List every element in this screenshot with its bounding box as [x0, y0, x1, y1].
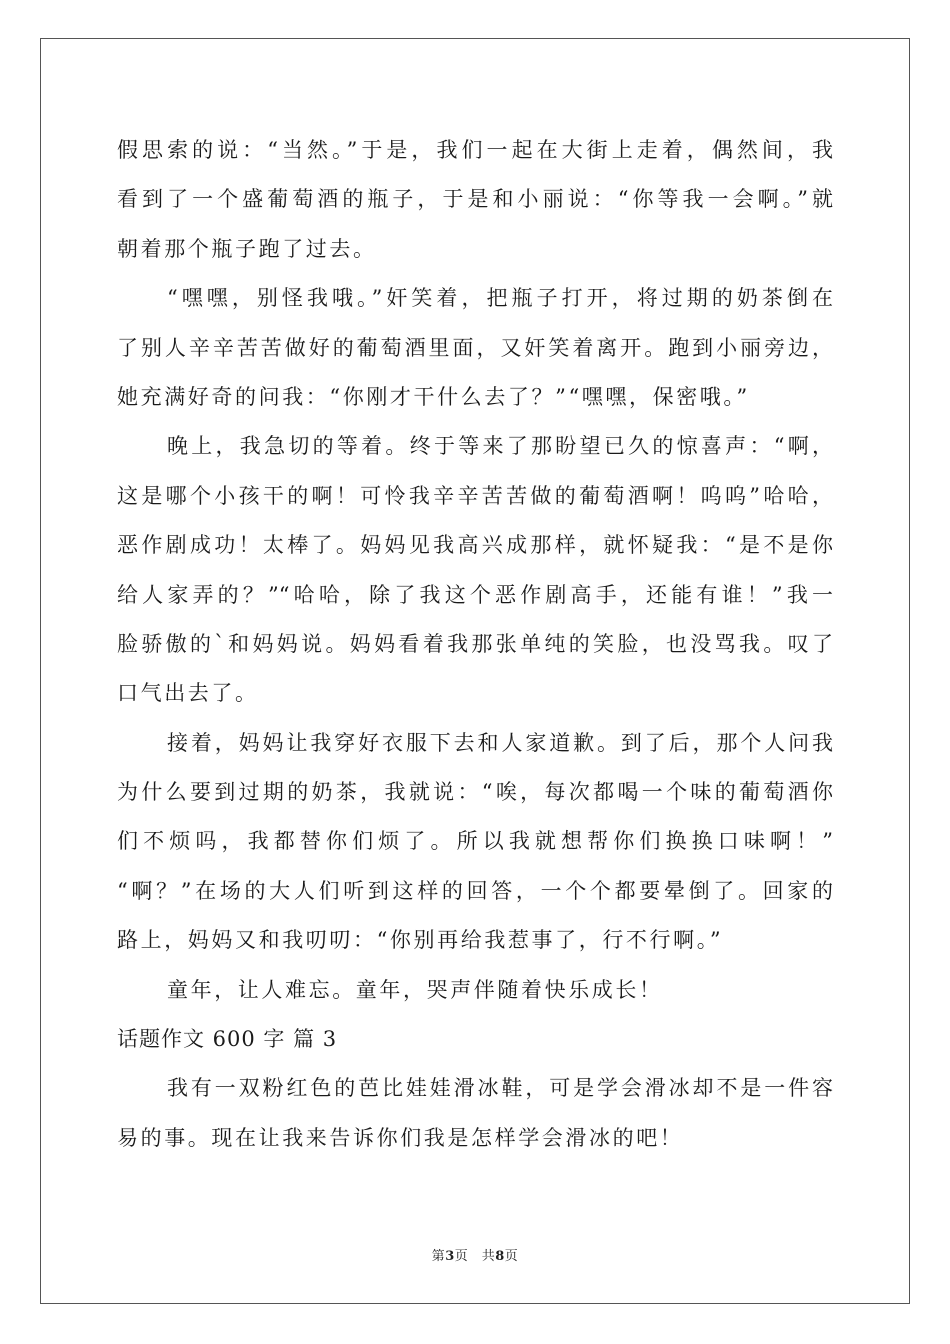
text-line: “啊？”在场的大人们听到这样的回答，一个个都要晕倒了。回家的	[117, 878, 833, 903]
total-pages-number: 8	[495, 1249, 505, 1264]
text-line: 她充满好奇的问我：“你刚才干什么去了？”“嘿嘿，保密哦。”	[117, 384, 750, 409]
text-line: 朝着那个瓶子跑了过去。	[117, 236, 377, 261]
current-page-number: 3	[445, 1249, 455, 1264]
text-line: 们不烦吗，我都替你们烦了。所以我就想帮你们换换口味啊！”	[117, 829, 833, 854]
text-line: “嘿嘿，别怪我哦。”奸笑着，把瓶子打开，将过期的奶茶倒在	[167, 286, 833, 311]
page-suffix: 页	[504, 1249, 519, 1264]
text-line: 童年，让人难忘。童年，哭声伴随着快乐成长！	[167, 977, 663, 1002]
page-mid: 页 共	[454, 1249, 496, 1264]
text-line: 晚上，我急切的等着。终于等来了那盼望已久的惊喜声：“啊，	[167, 434, 833, 459]
text-line: 看到了一个盛葡萄酒的瓶子，于是和小丽说：“你等我一会啊。”就	[117, 187, 833, 212]
document-body	[117, 126, 833, 1163]
text-line: 口气出去了。	[117, 681, 259, 706]
text-line: 这是哪个小孩干的啊！可怜我辛辛苦苦做的葡萄酒啊！呜呜”哈哈，	[117, 483, 833, 508]
page-prefix: 第	[431, 1249, 446, 1264]
text-line: 了别人辛辛苦苦做好的葡萄酒里面，又奸笑着离开。跑到小丽旁边，	[117, 335, 833, 360]
text-line: 路上，妈妈又和我叨叨：“你别再给我惹事了，行不行啊。”	[117, 928, 724, 953]
text-line: 给人家弄的？”“哈哈，除了我这个恶作剧高手，还能有谁！”我一	[117, 582, 833, 607]
text-line: 我有一双粉红色的芭比娃娃滑冰鞋，可是学会滑冰却不是一件容	[167, 1076, 833, 1101]
text-line: 接着，妈妈让我穿好衣服下去和人家道歉。到了后，那个人问我	[167, 730, 833, 755]
text-line: 恶作剧成功！太棒了。妈妈见我高兴成那样，就怀疑我：“是不是你	[117, 533, 833, 558]
text-line: 假思索的说：“当然。”于是，我们一起在大街上走着，偶然间，我	[117, 138, 833, 162]
text-line: 脸骄傲的`和妈妈说。妈妈看着我那张单纯的笑脸，也没骂我。叹了	[117, 631, 833, 656]
text-line: 易的事。现在让我来告诉你们我是怎样学会滑冰的吧！	[117, 1125, 684, 1150]
page-footer	[0, 1245, 950, 1264]
text-line: 为什么要到过期的奶茶，我就说：“唉，每次都喝一个味的葡萄酒你	[117, 780, 833, 805]
section-heading: 话题作文 600 字 篇 3	[117, 1027, 338, 1052]
